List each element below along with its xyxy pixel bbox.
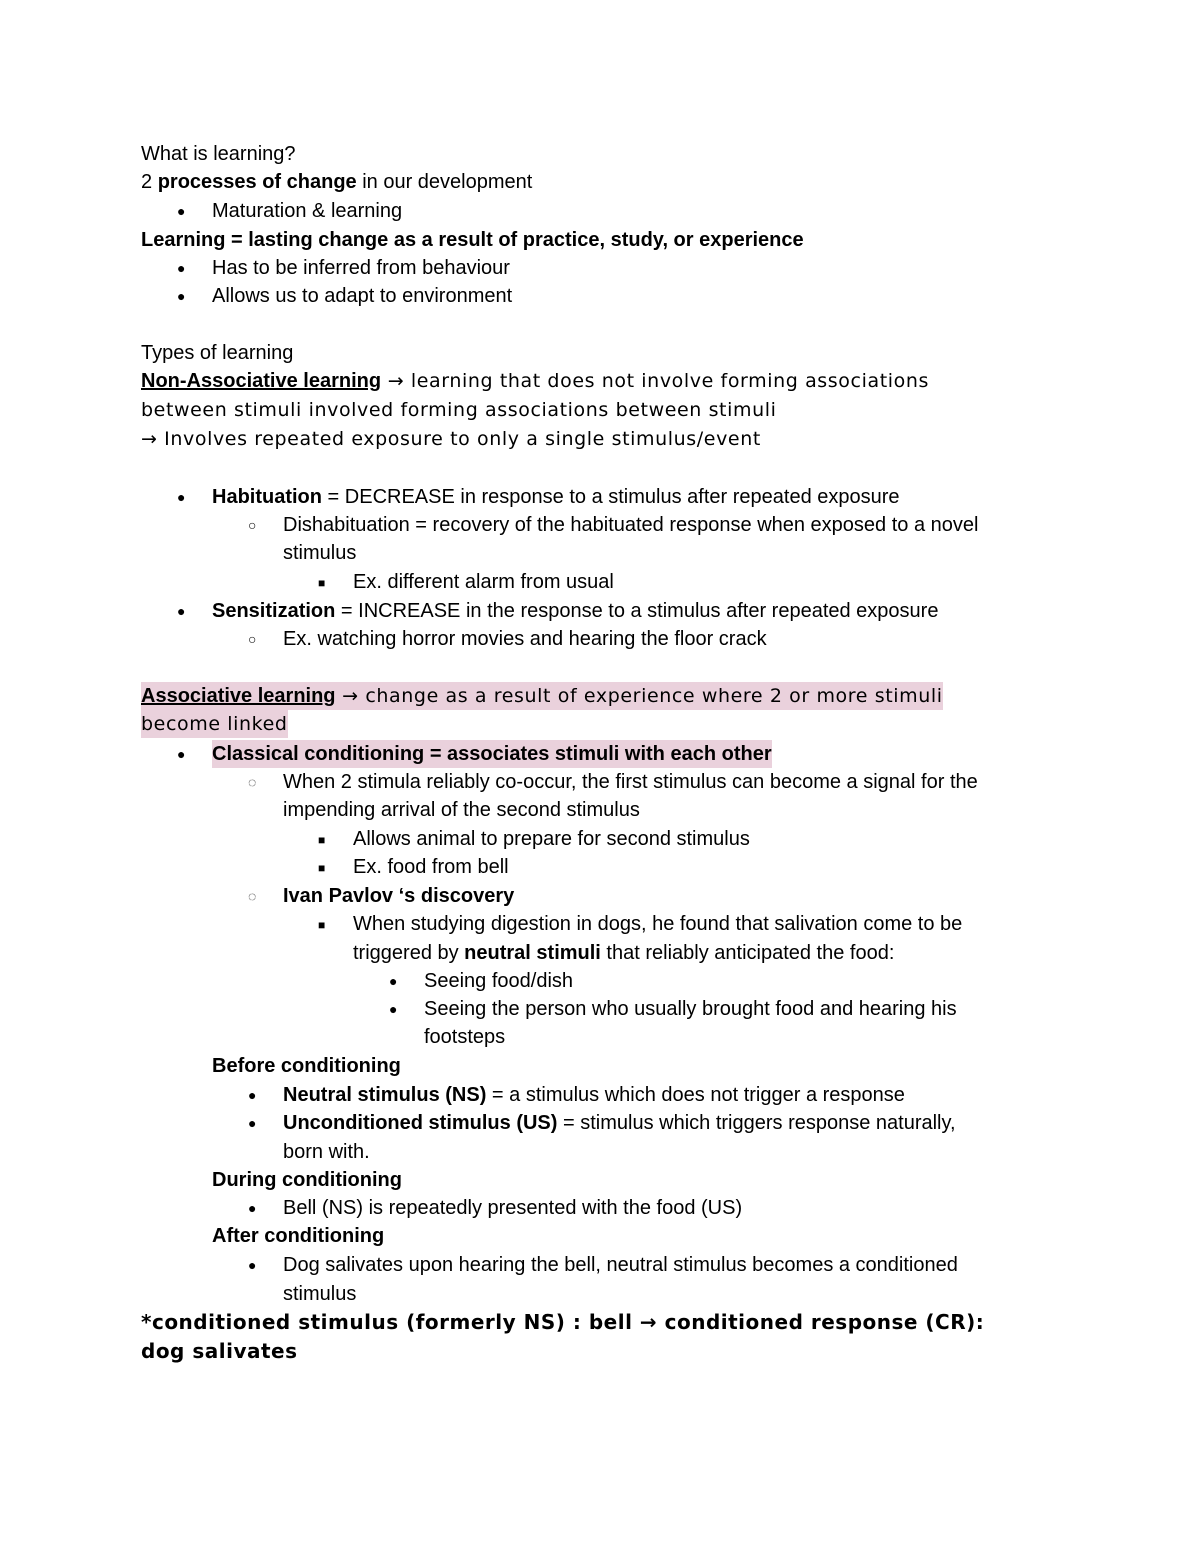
line (0, 1166, 1200, 1194)
text: 2 (141, 171, 158, 193)
line (0, 226, 1200, 254)
line (0, 425, 1200, 453)
list-item (0, 825, 1200, 853)
term: Ivan Pavlov ‘s discovery (283, 885, 515, 907)
section-title: What is learning? (141, 143, 296, 165)
square-bullet-icon (318, 568, 325, 597)
text: = INCREASE in the response to a stimulus after repeated exposure (335, 600, 939, 622)
highlighted-text: become linked (141, 710, 288, 738)
list-item (0, 597, 1200, 625)
text: = a stimulus which does not trigger a response (486, 1084, 905, 1106)
highlighted-term: Classical conditioning = associates stimuli with each other (212, 740, 772, 768)
text: When studying digestion in dogs, he found that salivation come to be (353, 913, 963, 935)
subheading: After conditioning (212, 1225, 385, 1247)
list-item (0, 1251, 1200, 1279)
text-line (212, 597, 938, 625)
list-item (0, 910, 1200, 938)
text: in our development (356, 171, 533, 193)
term: Associative learning (141, 685, 336, 707)
list-item (0, 1109, 1200, 1137)
text-line (283, 1109, 956, 1137)
text: Maturation & learning (212, 200, 403, 222)
line (0, 710, 1200, 738)
text: between stimuli involved forming associations between stimuli (141, 399, 777, 421)
line (0, 1222, 1200, 1250)
list-item (0, 568, 1200, 596)
dotted-circle-bullet-icon (248, 768, 256, 796)
text: born with. (283, 1141, 370, 1163)
text: = stimulus which triggers response naturally, (557, 1112, 956, 1134)
bullet-icon (177, 197, 185, 225)
text: Ex. food from bell (353, 856, 509, 878)
line (0, 367, 1200, 395)
text: Dog salivates upon hearing the bell, neutral stimulus becomes a conditioned (283, 1254, 958, 1276)
text: that reliably anticipated the food: (600, 942, 895, 964)
list-item (0, 282, 1200, 310)
text: Allows animal to prepare for second stimulus (353, 828, 750, 850)
circle-bullet-icon (248, 511, 256, 539)
list-item (0, 1081, 1200, 1109)
text-line (141, 168, 532, 196)
subheading: Before conditioning (212, 1055, 401, 1077)
list-item (0, 625, 1200, 653)
highlighted-text (141, 682, 943, 710)
list-item (0, 853, 1200, 881)
list-item (0, 740, 1200, 768)
bullet-icon (389, 967, 397, 995)
text: stimulus (283, 1283, 357, 1305)
square-bullet-icon (318, 825, 325, 854)
line (0, 1052, 1200, 1080)
line (0, 168, 1200, 196)
list-item (0, 511, 1200, 539)
line (0, 140, 1200, 168)
section-title: Types of learning (141, 342, 294, 364)
list-item (0, 995, 1200, 1023)
text: impending arrival of the second stimulus (283, 799, 640, 821)
term: neutral stimuli (464, 942, 601, 964)
list-item (0, 254, 1200, 282)
text: Bell (NS) is repeatedly presented with the food (US) (283, 1197, 743, 1219)
bullet-icon (177, 282, 185, 310)
list-item (0, 1194, 1200, 1222)
line (0, 796, 1200, 824)
text: Ex. watching horror movies and hearing the floor crack (283, 628, 767, 650)
text: = DECREASE in response to a stimulus after repeated exposure (322, 486, 900, 508)
list-item (0, 967, 1200, 995)
term: Neutral stimulus (NS) (283, 1084, 487, 1106)
list-item (0, 768, 1200, 796)
line (0, 1023, 1200, 1051)
circle-bullet-icon (248, 625, 256, 653)
text: → change as a result of experience where 2 or more stimuli (335, 685, 943, 707)
line (0, 396, 1200, 424)
text: Seeing food/dish (424, 970, 574, 992)
text: → learning that does not involve forming associations (381, 370, 929, 392)
text-line (141, 367, 929, 395)
summary-text: *conditioned stimulus (formerly NS) : bell → conditioned response (CR): (141, 1310, 985, 1334)
bold-text: processes of change (157, 171, 357, 193)
dotted-circle-bullet-icon (248, 882, 256, 910)
text-line (212, 483, 900, 511)
bullet-icon (248, 1194, 256, 1222)
text-line (283, 1081, 905, 1109)
text: footsteps (424, 1026, 506, 1048)
line (0, 682, 1200, 710)
text-line (353, 939, 894, 967)
list-item (0, 483, 1200, 511)
term: Non-Associative learning (141, 370, 382, 392)
bullet-icon (177, 597, 185, 625)
text: When 2 stimula reliably co-occur, the first stimulus can become a signal for the (283, 771, 978, 793)
text: → Involves repeated exposure to only a single stimulus/event (141, 428, 761, 450)
bullet-icon (248, 1109, 256, 1137)
square-bullet-icon (318, 853, 325, 882)
term: Sensitization (212, 600, 336, 622)
term: Unconditioned stimulus (US) (283, 1112, 558, 1134)
bullet-icon (177, 483, 185, 511)
bullet-icon (248, 1081, 256, 1109)
text: Allows us to adapt to environment (212, 285, 513, 307)
square-bullet-icon (318, 910, 325, 939)
list-item (0, 197, 1200, 225)
list-item (0, 882, 1200, 910)
text: Ex. different alarm from usual (353, 571, 614, 593)
term: Habituation (212, 486, 322, 508)
line (0, 539, 1200, 567)
line (0, 1337, 1200, 1365)
text: triggered by (353, 942, 465, 964)
bullet-icon (177, 254, 185, 282)
bullet-icon (248, 1251, 256, 1279)
subheading: During conditioning (212, 1169, 402, 1191)
summary-text: dog salivates (141, 1339, 298, 1363)
text: Has to be inferred from behaviour (212, 257, 510, 279)
text: Seeing the person who usually brought food and hearing his (424, 998, 957, 1020)
line (0, 1308, 1200, 1336)
bullet-icon (389, 995, 397, 1023)
text: stimulus (283, 542, 357, 564)
text: Dishabituation = recovery of the habituated response when exposed to a novel (283, 514, 979, 536)
line (0, 339, 1200, 367)
definition: Learning = lasting change as a result of practice, study, or experience (141, 229, 804, 251)
line (0, 1280, 1200, 1308)
bullet-icon (177, 740, 185, 768)
line (0, 1138, 1200, 1166)
line (0, 939, 1200, 967)
